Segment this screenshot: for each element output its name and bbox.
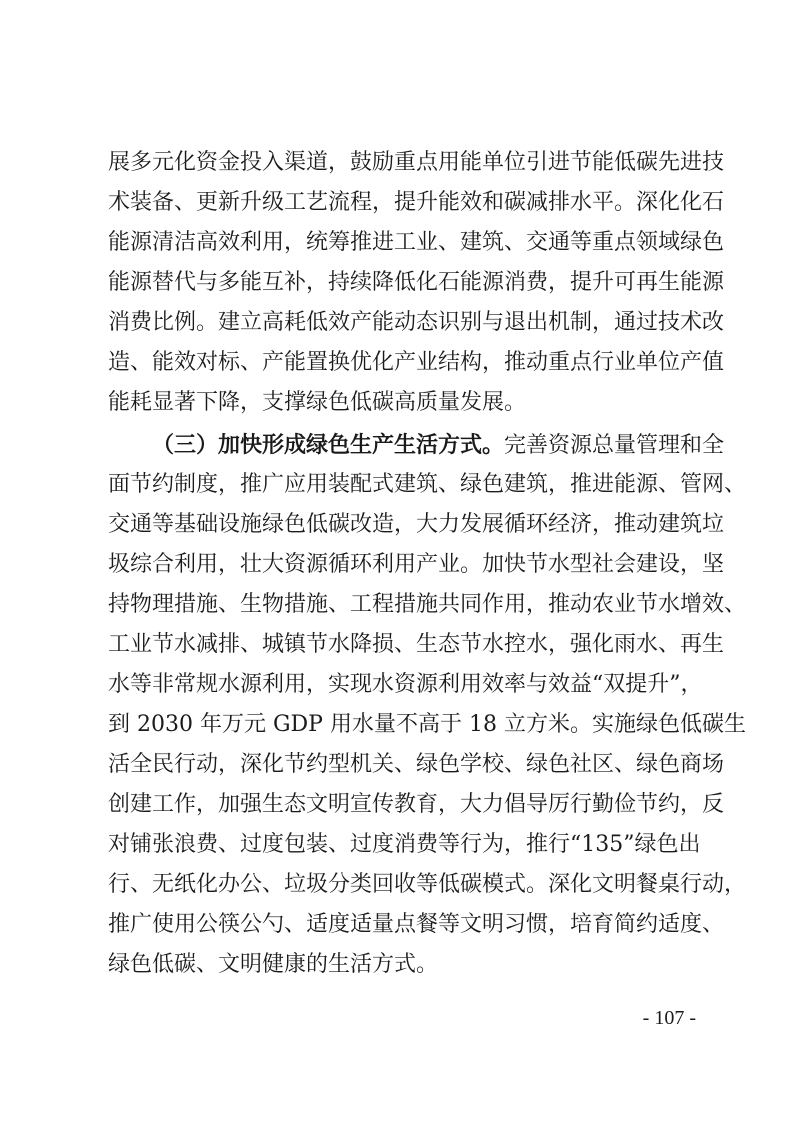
paragraph-1-line-2: 术装备、更新升级工艺流程，提升能效和碳减排水平。深化化石 <box>108 190 725 215</box>
paragraph-1-line-7: 能耗显著下降，支撑绿色低碳高质量发展。 <box>108 390 527 415</box>
paragraph-1-line-6: 造、能效对标、产能置换优化产业结构，推动重点行业单位产值 <box>108 350 725 375</box>
paragraph-2-line-5: 持物理措施、生物措施、工程措施共同作用，推动农业节水增效、 <box>108 592 747 617</box>
paragraph-2-line-9: 活全民行动，深化节约型机关、绿色学校、绿色社区、绿色商场 <box>108 752 725 777</box>
paragraph-1-line-4: 能源替代与多能互补，持续降低化石能源消费，提升可再生能源 <box>108 270 725 295</box>
paragraph-2-line-7: 水等非常规水源利用，实现水资源利用效率与效益“双提升”， <box>108 672 703 697</box>
paragraph-2-line-13: 推广使用公筷公勺、适度适量点餐等文明习惯，培育简约适度、 <box>108 912 725 937</box>
paragraph-2-line-6: 工业节水减排、城镇节水降损、生态节水控水，强化雨水、再生 <box>108 632 725 657</box>
paragraph-2-line-10: 创建工作，加强生态文明宣传教育，大力倡导厉行勤俭节约，反 <box>108 792 725 817</box>
paragraph-2-first-line-text: 完善资源总量管理和全 <box>504 433 725 458</box>
paragraph-2-line-2: 面节约制度，推广应用装配式建筑、绿色建筑，推进能源、管网、 <box>108 472 747 497</box>
paragraph-2-line-8: 到 2030 年万元 GDP 用水量不高于 18 立方米。实施绿色低碳生 <box>108 712 746 737</box>
paragraph-2-line-3: 交通等基础设施绿色低碳改造，大力发展循环经济，推动建筑垃 <box>108 512 725 537</box>
paragraph-1-line-1: 展多元化资金投入渠道，鼓励重点用能单位引进节能低碳先进技 <box>108 150 725 175</box>
paragraph-2-line-12: 行、无纸化办公、垃圾分类回收等低碳模式。深化文明餐桌行动， <box>108 872 747 897</box>
paragraph-2-line-1 <box>152 425 725 465</box>
paragraph-2-line-14: 绿色低碳、文明健康的生活方式。 <box>108 952 439 977</box>
section-heading: （三）加快形成绿色生产生活方式。 <box>152 432 505 458</box>
paragraph-1-line-3: 能源清洁高效利用，统筹推进工业、建筑、交通等重点领域绿色 <box>108 230 725 255</box>
paragraph-2-line-4: 圾综合利用，壮大资源循环利用产业。加快节水型社会建设，坚 <box>108 552 725 577</box>
page-number: - 107 - <box>642 1007 696 1029</box>
paragraph-1-line-5: 消费比例。建立高耗低效产能动态识别与退出机制，通过技术改 <box>108 310 725 335</box>
paragraph-2-line-11: 对铺张浪费、过度包装、过度消费等行为，推行“135”绿色出 <box>108 832 701 857</box>
